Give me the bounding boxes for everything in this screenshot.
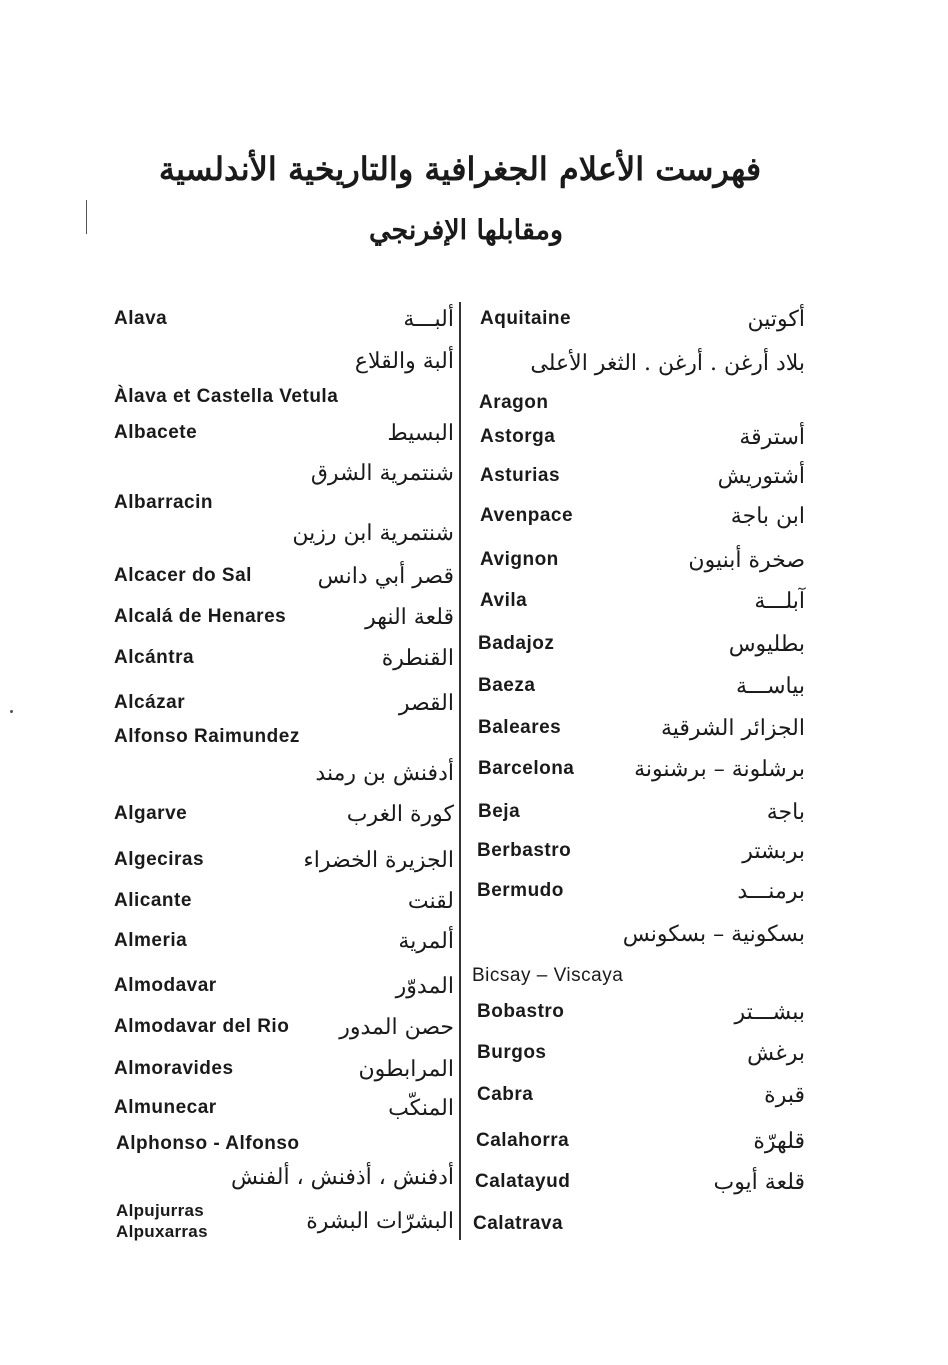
entry-arabic: أدفنش بن رمند <box>315 761 454 786</box>
entry-latin: Berbastro <box>477 840 572 861</box>
index-entry <box>114 839 454 875</box>
entry-arabic: برشلونة – برشنونة <box>634 757 805 782</box>
entry-arabic: شنتمرية ابن رزين <box>292 521 454 546</box>
entry-latin: Astorga <box>480 426 556 447</box>
entry-latin: Baeza <box>478 675 536 696</box>
entry-arabic: القصر <box>398 691 454 716</box>
entry-latin: Burgos <box>477 1042 547 1063</box>
entry-arabic: أشتوريش <box>717 464 805 489</box>
index-entry <box>471 748 805 784</box>
index-entry <box>114 1087 454 1123</box>
entry-latin: Almodavar del Rio <box>114 1016 290 1037</box>
entry-latin <box>116 1200 208 1242</box>
entry-latin: Alcántra <box>114 647 195 668</box>
entry-latin: Àlava et Castella Vetula <box>114 386 339 407</box>
entry-arabic: المدوّر <box>395 974 454 999</box>
entry-arabic: أكوتين <box>747 307 805 332</box>
entry-latin: Alphonso - Alfonso <box>116 1133 300 1154</box>
entry-arabic: قلعة النهر <box>365 605 454 630</box>
index-entry <box>471 707 805 743</box>
entry-arabic: حصن المدور <box>339 1015 454 1040</box>
index-entry <box>114 920 454 956</box>
entry-arabic: المرابطون <box>358 1057 454 1082</box>
entry-latin: Aragon <box>479 392 549 413</box>
index-entry <box>114 1048 454 1084</box>
entry-arabic: المنكّب <box>388 1096 454 1121</box>
entry-latin: Beja <box>478 801 521 822</box>
index-entry <box>114 716 454 752</box>
entry-latin: Calahorra <box>476 1130 570 1151</box>
entry-arabic: ألمرية <box>398 929 454 954</box>
index-entry <box>471 382 805 418</box>
index-entry <box>471 416 805 452</box>
entry-latin: Barcelona <box>478 758 575 779</box>
entry-arabic: بربشتر <box>742 839 805 864</box>
entry-arabic: شنتمرية الشرق <box>310 461 454 486</box>
index-entry <box>114 1123 454 1159</box>
entry-arabic: الجزائر الشرقية <box>660 716 805 741</box>
index-entry <box>471 623 805 659</box>
page-title: فهرست الأعلام الجغرافية والتاريخية الأندلسية <box>158 150 762 188</box>
entry-latin: Algeciras <box>114 849 205 870</box>
entry-latin-line: Alpuxarras <box>116 1222 208 1241</box>
entry-arabic: آبلـــة <box>754 589 805 614</box>
entry-latin: Bobastro <box>477 1001 565 1022</box>
entry-latin: Alfonso Raimundez <box>114 726 300 747</box>
entry-latin: Alava <box>114 308 168 329</box>
entry-latin: Almoravides <box>114 1058 234 1079</box>
column-divider <box>459 302 461 1240</box>
entry-arabic: ألبة والقلاع <box>354 349 454 374</box>
index-entry <box>114 1006 454 1042</box>
entry-arabic: صخرة أبنيون <box>688 548 805 573</box>
index-entry <box>471 991 805 1027</box>
entry-latin: Cabra <box>477 1084 534 1105</box>
entry-arabic: بسكونية – بسكونس <box>622 922 805 947</box>
index-entry <box>471 298 805 334</box>
entry-latin: Almeria <box>114 930 188 951</box>
index-entry <box>471 1120 805 1156</box>
index-entry <box>471 870 805 906</box>
entry-arabic: برمنـــد <box>737 879 805 904</box>
entry-latin: Avenpace <box>480 505 574 526</box>
entry-latin: Calatrava <box>473 1213 564 1234</box>
entry-latin: Aquitaine <box>480 308 572 329</box>
index-entry <box>114 752 454 788</box>
entry-latin: Alcacer do Sal <box>114 565 252 586</box>
index-entry <box>114 637 454 673</box>
entry-arabic: أدفنش ، أذفنش ، ألفنش <box>230 1165 454 1190</box>
index-entry <box>114 376 454 412</box>
entry-arabic: بطليوس <box>728 632 805 657</box>
index-entry <box>114 298 454 334</box>
index-entry <box>471 1203 805 1239</box>
entry-arabic: ألبـــة <box>403 307 454 332</box>
margin-mark <box>86 200 87 234</box>
entry-latin: Albacete <box>114 422 198 443</box>
index-entry <box>114 340 454 376</box>
entry-arabic: القنطرة <box>381 646 454 671</box>
entry-latin: Alcalá de Henares <box>114 606 287 627</box>
index-entry <box>471 791 805 827</box>
index-entry <box>114 793 454 829</box>
entry-arabic: برغش <box>747 1041 805 1066</box>
entry-latin: Avignon <box>480 549 559 570</box>
entry-arabic: باجة <box>766 800 805 825</box>
entry-arabic: بياســـة <box>735 674 805 699</box>
entry-arabic: قصر أبي دانس <box>317 564 454 589</box>
entry-arabic: كورة الغرب <box>346 802 454 827</box>
index-entry <box>471 830 805 866</box>
index-entry <box>471 342 805 378</box>
index-entry <box>471 665 805 701</box>
index-entry <box>114 412 454 448</box>
entry-latin: Alcázar <box>114 692 186 713</box>
index-entry <box>471 1161 805 1197</box>
entry-arabic: البشرّات البشرة <box>306 1209 454 1234</box>
entry-latin: Almunecar <box>114 1097 217 1118</box>
entry-latin: Almodavar <box>114 975 217 996</box>
entry-latin: Avila <box>480 590 528 611</box>
index-entry <box>114 965 454 1001</box>
index-entry <box>114 1156 454 1192</box>
entry-latin-line: Alpujurras <box>116 1201 205 1220</box>
entry-latin: Badajoz <box>478 633 555 654</box>
index-entry <box>471 1074 805 1110</box>
index-entry <box>114 682 454 718</box>
index-entry <box>114 1200 454 1242</box>
index-entry <box>114 555 454 591</box>
entry-latin: Alicante <box>114 890 192 911</box>
index-entry <box>471 495 805 531</box>
entry-latin: Albarracin <box>114 492 213 513</box>
entry-arabic: الجزيرة الخضراء <box>303 848 454 873</box>
entry-latin: Calatayud <box>475 1171 571 1192</box>
margin-mark <box>10 710 13 713</box>
page-subtitle: ومقابلها الإفرنجي <box>368 215 564 246</box>
index-entry <box>471 913 805 949</box>
entry-latin: Baleares <box>478 717 562 738</box>
index-entry <box>471 580 805 616</box>
index-entry <box>471 1032 805 1068</box>
entry-latin: Bicsay – Viscaya <box>472 965 624 986</box>
index-entry <box>114 880 454 916</box>
entry-arabic: البسيط <box>387 421 454 446</box>
entry-latin: Asturias <box>480 465 561 486</box>
index-entry <box>471 455 805 491</box>
entry-latin: Bermudo <box>477 880 564 901</box>
entry-arabic: ببشـــتر <box>734 1000 805 1025</box>
entry-arabic: ابن باجة <box>730 504 805 529</box>
index-entry <box>114 512 454 548</box>
entry-arabic: قلعة أيوب <box>713 1170 805 1195</box>
entry-arabic: قلهرّة <box>753 1129 805 1154</box>
index-entry <box>114 596 454 632</box>
entry-arabic: لقنت <box>407 889 454 914</box>
index-entry <box>471 955 805 991</box>
entry-latin: Algarve <box>114 803 188 824</box>
entry-arabic: أسترقة <box>739 425 805 450</box>
entry-arabic: بلاد أرغن . أرغن . الثغر الأعلى <box>530 351 805 376</box>
entry-arabic: قبرة <box>764 1083 805 1108</box>
index-entry <box>471 539 805 575</box>
